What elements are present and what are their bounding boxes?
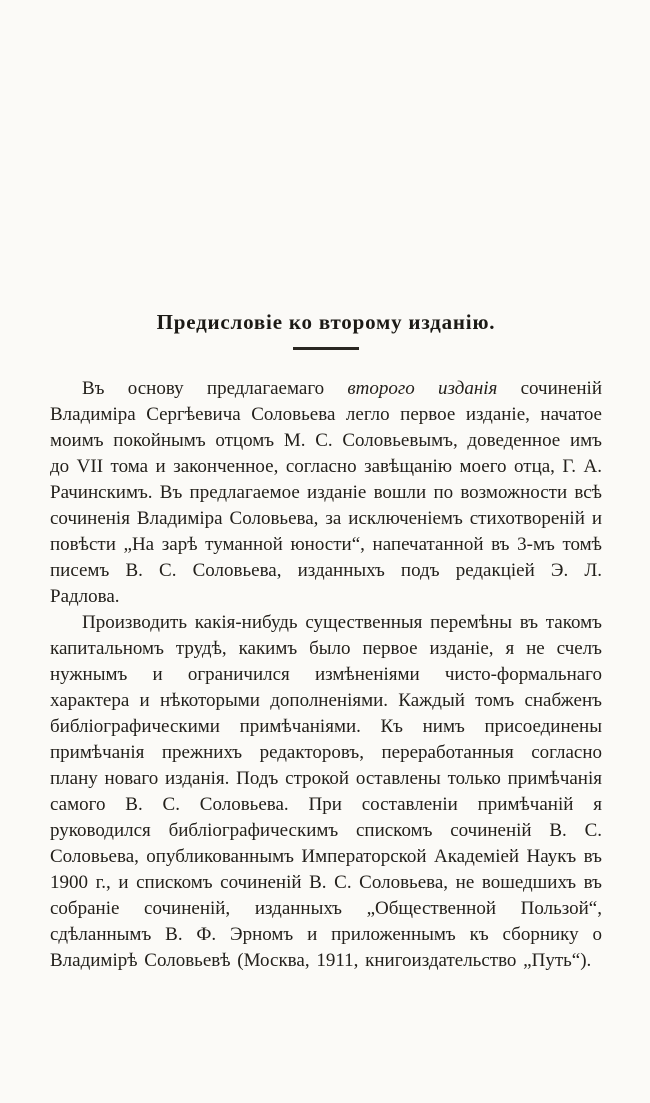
body-text xyxy=(50,376,602,974)
page-title: Предисловіе ко второму изданію. xyxy=(156,310,496,334)
paragraph-1-lead: Въ основу предлагаемаго xyxy=(82,377,348,399)
paragraph-1-rest: сочиненій Владиміра Сергѣевича Соловьева легло первое изданіе, начатое моимъ покойнымъ отцомъ М. С. Соловьевымъ, доведенное имъ до VII тома и законченное, согласно завѣщанію моего отца, Г. А. Рачинскимъ. Въ предлагаемое изданіе вошли по возможности всѣ сочиненія Владиміра Соловьева, за исключеніемъ стихотвореній и повѣсти „На зарѣ туманной юности“, напечатанной въ 3-мъ томѣ писемъ В. С. Соловьева, изданныхъ подъ редакціей Э. Л. Радлова. xyxy=(50,377,602,607)
paragraph-1 xyxy=(50,376,602,610)
paragraph-2: Производить какія-нибудь существенныя перемѣны въ такомъ капитальномъ трудѣ, какимъ было первое изданіе, я не счелъ нужнымъ и ограничился измѣненіями чисто-формальнаго характера и нѣкоторыми дополненіями. Каждый томъ снабженъ библіографическими примѣчаніями. Къ нимъ присоединены примѣчанія прежнихъ редакторовъ, переработанныя согласно плану новаго изданія. Подъ строкой оставлены только примѣчанія самого В. С. Соловьева. При составленіи примѣчаній я руководился библіографическимъ спискомъ сочиненій В. С. Соловьева, опубликованнымъ Императорской Академіей Наукъ въ 1900 г., и спискомъ сочиненій В. С. Соловьева, не вошедшихъ въ собраніе сочиненій, изданныхъ „Общественной Пользой“, сдѣланнымъ В. Ф. Эрномъ и приложеннымъ къ сборнику о Владимірѣ Соловьевѣ (Москва, 1911, книгоиздательство „Путь“). xyxy=(50,611,602,971)
heading-divider xyxy=(293,347,359,350)
paragraph-1-emphasis: второго изданія xyxy=(347,377,498,399)
